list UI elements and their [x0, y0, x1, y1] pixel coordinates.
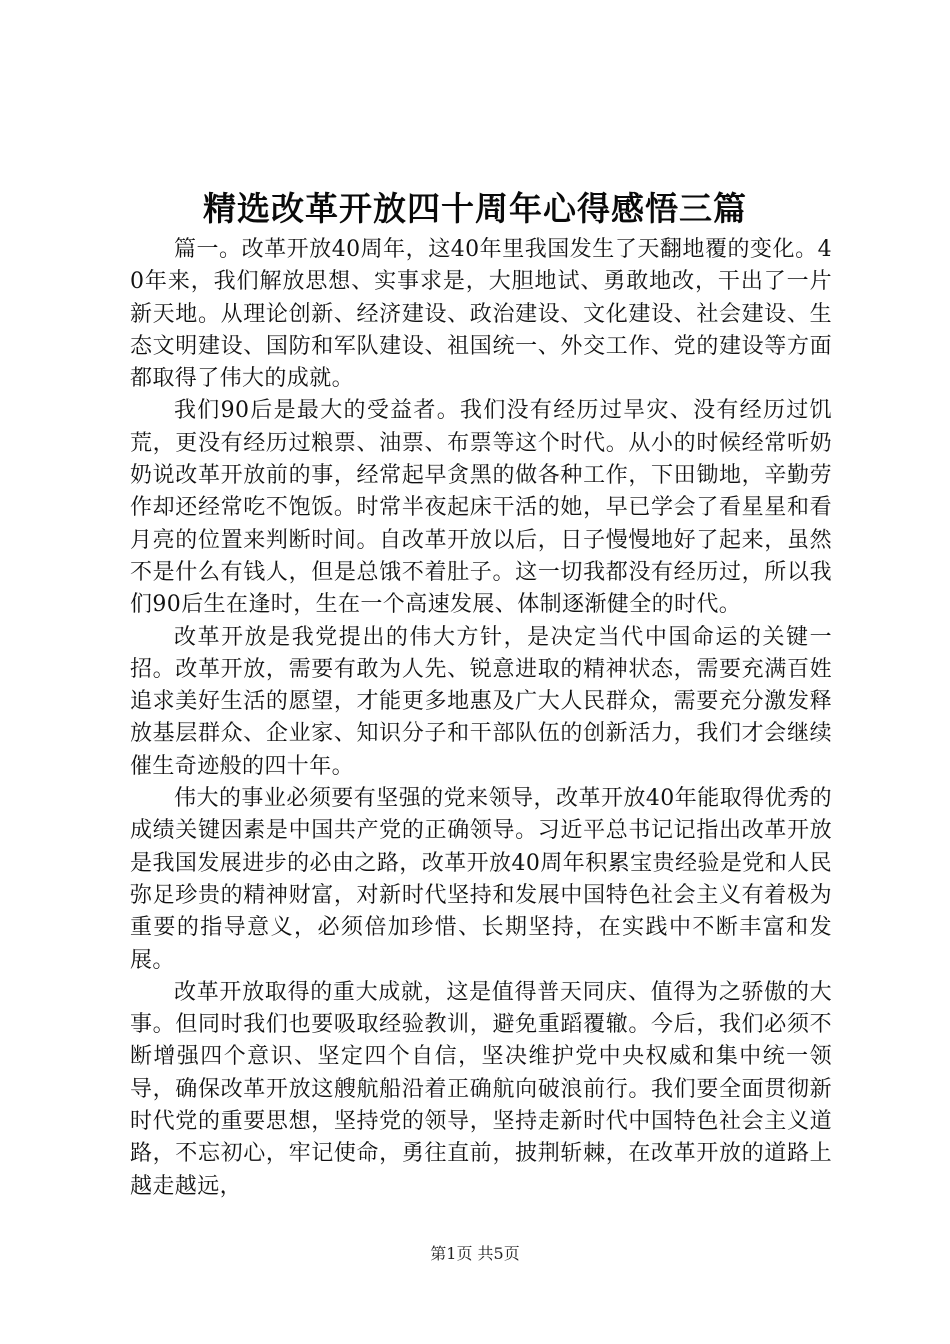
document-body	[130, 234, 832, 1203]
paragraph-3: 改革开放是我党提出的伟大方针，是决定当代中国命运的关键一招。改革开放，需要有敢为人先、锐意进取的精神状态，需要充满百姓追求美好生活的愿望，才能更多地惠及广大人民群众，需要充分激发释放基层群众、企业家、知识分子和干部队伍的创新活力，我们才会继续催生奇迹般的四十年。	[130, 624, 832, 779]
paragraph-1: 篇一。改革开放40周年，这40年里我国发生了天翻地覆的变化。40年来，我们解放思想、实事求是，大胆地试、勇敢地改，干出了一片新天地。从理论创新、经济建设、政治建设、文化建设、社会建设、生态文明建设、国防和军队建设、祖国统一、外交工作、党的建设等方面都取得了伟大的成就。	[130, 237, 832, 392]
paragraph-2: 我们90后是最大的受益者。我们没有经历过旱灾、没有经历过饥荒，更没有经历过粮票、油票、布票等这个时代。从小的时候经常听奶奶说改革开放前的事，经常起早贪黑的做各种工作，下田锄地，辛勤劳作却还经常吃不饱饭。时常半夜起床干活的她，早已学会了看星星和看月亮的位置来判断时间。自改革开放以后，日子慢慢地好了起来，虽然不是什么有钱人，但是总饿不着肚子。这一切我都没有经历过，所以我们90后生在逢时，生在一个高速发展、体制逐渐健全的时代。	[130, 398, 832, 618]
page-number-footer: 第1页 共5页	[430, 1244, 520, 1263]
paragraph-4: 伟大的事业必须要有坚强的党来领导，改革开放40年能取得优秀的成绩关键因素是中国共产党的正确领导。习近平总书记记指出改革开放是我国发展进步的必由之路，改革开放40周年积累宝贵经验是党和人民弥足珍贵的精神财富，对新时代坚持和发展中国特色社会主义有着极为重要的指导意义，必须倍加珍惜、长期坚持，在实践中不断丰富和发展。	[130, 786, 832, 973]
paragraph-5: 改革开放取得的重大成就，这是值得普天同庆、值得为之骄傲的大事。但同时我们也要吸取经验教训，避免重蹈覆辙。今后，我们必须不断增强四个意识、坚定四个自信，坚决维护党中央权威和集中统一领导，确保改革开放这艘航船沿着正确航向破浪前行。我们要全面贯彻新时代党的重要思想，坚持党的领导，坚持走新时代中国特色社会主义道路，不忘初心，牢记使命，勇往直前，披荆斩棘，在改革开放的道路上越走越远，	[130, 979, 832, 1199]
document-title: 精选改革开放四十周年心得感悟三篇	[203, 189, 747, 228]
